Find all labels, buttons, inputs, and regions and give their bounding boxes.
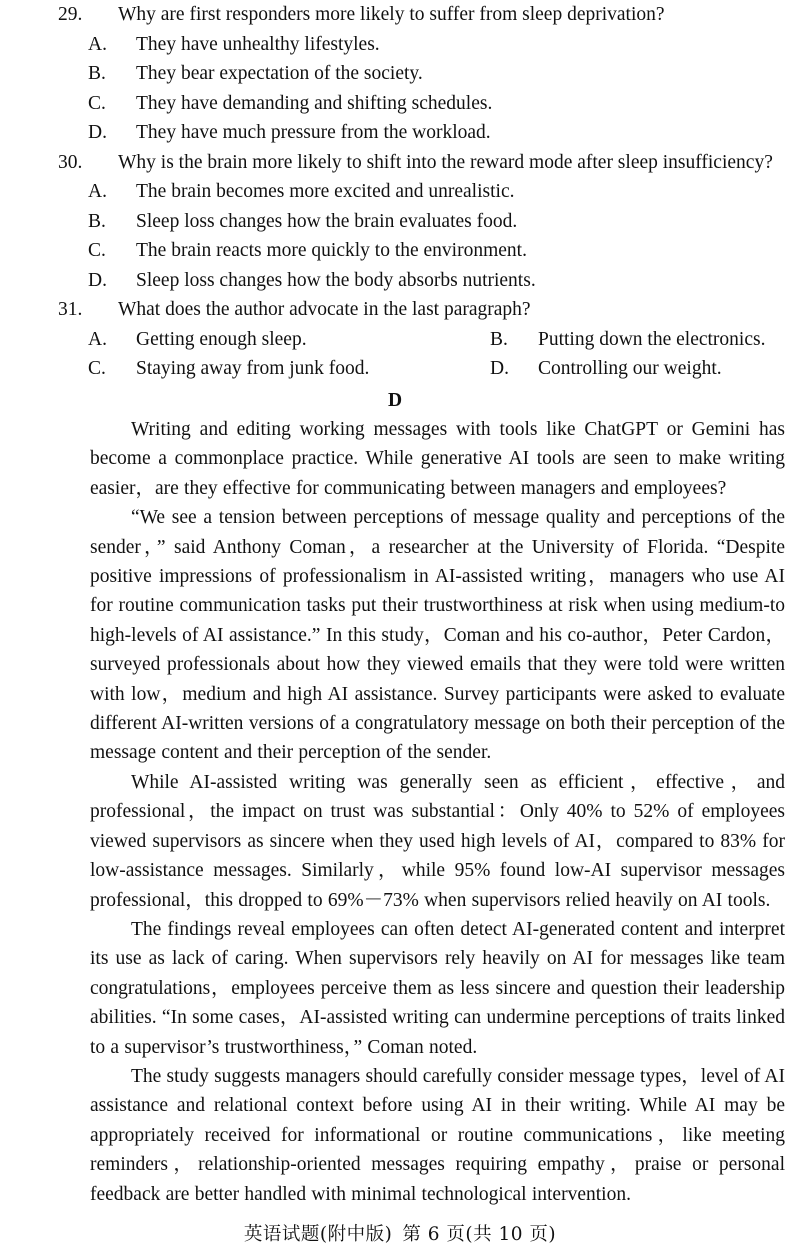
option-letter: B. bbox=[490, 328, 508, 350]
question-29-number: 29. bbox=[58, 4, 83, 25]
footer-page-number: 第 6 页(共 10 页) bbox=[402, 1224, 557, 1245]
question-31-option-b[interactable] bbox=[490, 325, 766, 355]
option-text: Sleep loss changes how the body absorbs nutrients. bbox=[136, 269, 536, 291]
option-text: The brain reacts more quickly to the environment. bbox=[136, 240, 527, 261]
question-31-option-c[interactable] bbox=[88, 354, 515, 384]
question-31 bbox=[0, 295, 800, 384]
question-29-option-b[interactable] bbox=[88, 59, 800, 89]
question-29-option-c[interactable] bbox=[88, 89, 800, 119]
option-text: They have much pressure from the workload. bbox=[136, 122, 491, 143]
question-29-stem bbox=[58, 0, 785, 30]
question-30-stem bbox=[58, 148, 785, 178]
question-30-option-a[interactable] bbox=[88, 177, 800, 207]
option-letter: D. bbox=[88, 122, 107, 143]
option-letter: D. bbox=[490, 358, 509, 379]
option-letter: C. bbox=[88, 240, 106, 261]
question-31-option-row-2 bbox=[88, 354, 800, 384]
option-text: The brain becomes more excited and unrealistic. bbox=[136, 181, 515, 202]
passage-paragraph-1: Writing and editing working messages with tools like ChatGPT or Gemini has become a commonplace practice. While generative AI tools are seen to make writing easier，are they effective for communicating between managers and employees? bbox=[90, 419, 785, 499]
option-text: Sleep loss changes how the brain evaluates food. bbox=[136, 210, 518, 232]
passage-paragraph-2: “We see a tension between perceptions of message quality and perceptions of the sender，” said Anthony Coman，a researcher at the University of Florida. “Despite positive impressions of professionalism in AI-assisted writing，managers who use AI for routine communication tasks put their trustworthiness at risk when using medium-to high-levels of AI assistance.” In this study，Coman and his co-author，Peter Cardon，surveyed professionals about how they viewed emails that they were told were written with low，medium and high AI assistance. Survey participants were asked to evaluate different AI-written versions of a congratulatory message on both their perception of the message content and their perception of the sender. bbox=[90, 507, 785, 764]
question-31-number: 31. bbox=[58, 299, 83, 320]
option-letter: C. bbox=[88, 358, 106, 379]
option-text: They have demanding and shifting schedules. bbox=[136, 92, 493, 114]
passage-paragraph-3: While AI-assisted writing was generally seen as efficient，effective，and professional，the impact on trust was substantial：Only 40% to 52% of employees viewed supervisors as sincere when they used high levels of AI，compared to 83% for low-assistance messages. Similarly，while 95% found low-AI supervisor messages professional，this dropped to 69%－73% when supervisors relied heavily on AI tools. bbox=[90, 771, 785, 911]
question-31-stem bbox=[58, 295, 785, 325]
question-30 bbox=[0, 148, 800, 296]
question-31-option-d[interactable] bbox=[490, 354, 722, 384]
question-30-option-d[interactable] bbox=[88, 266, 800, 296]
question-29-option-a[interactable] bbox=[88, 30, 800, 60]
question-31-option-row-1 bbox=[88, 325, 800, 355]
option-letter: C. bbox=[88, 92, 106, 114]
question-29 bbox=[0, 0, 800, 148]
page-footer bbox=[0, 1220, 800, 1246]
option-text: They bear expectation of the society. bbox=[136, 63, 423, 84]
option-letter: A. bbox=[88, 33, 107, 55]
question-31-text: What does the author advocate in the last paragraph? bbox=[118, 299, 531, 320]
question-29-text: Why are first responders more likely to suffer from sleep deprivation? bbox=[118, 4, 665, 25]
option-letter: A. bbox=[88, 181, 107, 202]
question-31-option-a[interactable] bbox=[88, 325, 515, 355]
footer-subject: 英语试题(附中版) bbox=[243, 1224, 393, 1245]
question-30-option-b[interactable] bbox=[88, 207, 800, 237]
option-letter: B. bbox=[88, 63, 106, 84]
question-30-option-c[interactable] bbox=[88, 236, 800, 266]
option-text: Putting down the electronics. bbox=[538, 328, 766, 350]
question-30-number: 30. bbox=[58, 151, 83, 173]
option-text: Staying away from junk food. bbox=[136, 358, 370, 379]
option-letter: D. bbox=[88, 269, 107, 291]
passage-paragraph-5: The study suggests managers should carefully consider message types，level of AI assistance and relational context before using AI in their writing. While AI may be appropriately received for informational or routine communications，like meeting reminders，relationship-oriented messages requiring empathy，praise or personal feedback are better handled with minimal technological intervention. bbox=[90, 1065, 785, 1205]
option-text: They have unhealthy lifestyles. bbox=[136, 33, 380, 55]
option-letter: A. bbox=[88, 328, 107, 350]
question-29-option-d[interactable] bbox=[88, 118, 800, 148]
option-text: Controlling our weight. bbox=[538, 358, 722, 379]
reading-passage bbox=[90, 415, 785, 1209]
passage-paragraph-4: The findings reveal employees can often detect AI-generated content and interpret its use as lack of caring. When supervisors rely heavily on AI for messages like team congratulations，employees perceive them as less sincere and question their leadership abilities. “In some cases，AI-assisted writing can undermine perceptions of traits linked to a supervisor’s trustworthiness，” Coman noted. bbox=[90, 918, 785, 1058]
passage-section-letter: D bbox=[387, 389, 403, 411]
question-30-text: Why is the brain more likely to shift into the reward mode after sleep insufficiency? bbox=[118, 151, 773, 173]
option-letter: B. bbox=[88, 210, 106, 232]
option-text: Getting enough sleep. bbox=[136, 328, 307, 350]
